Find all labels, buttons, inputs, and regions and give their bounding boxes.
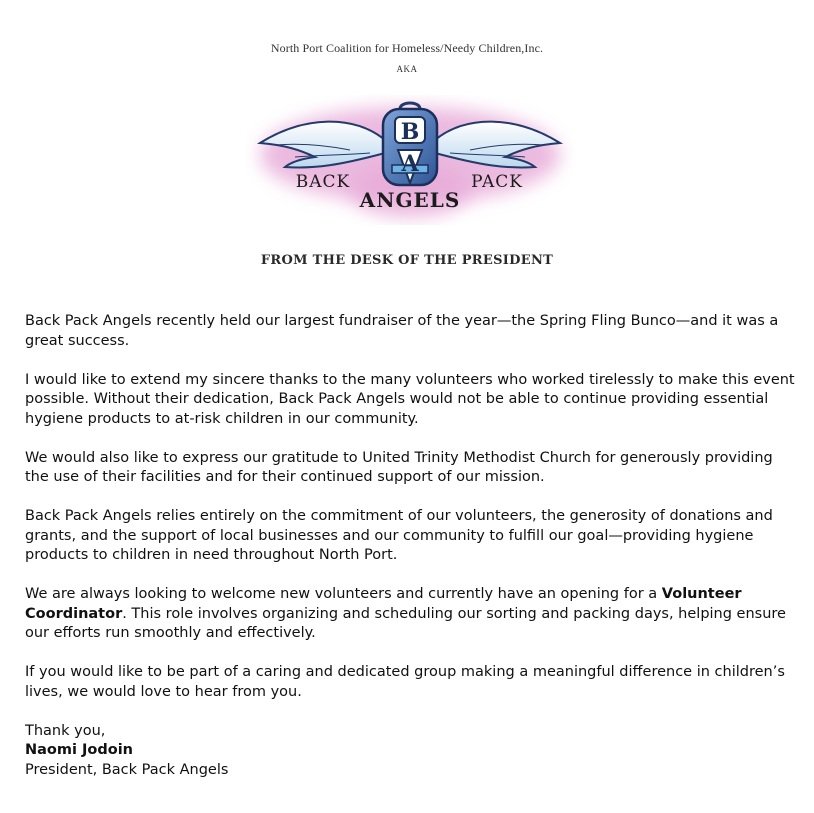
volunteer-opening-details: . This role involves organizing and scheduling our sorting and packing days, helping ensure our efforts run smoothly and effectively. xyxy=(25,605,786,641)
paragraph-volunteer-opening xyxy=(25,585,800,644)
paragraph-thanks-volunteers: I would like to extend my sincere thanks to the many volunteers who worked tirelessly to make this event possible. Without their dedication, Back Pack Angels would not be able to continue providing essential hygiene products to at-risk children in our community. xyxy=(25,371,795,427)
signer-title: President, Back Pack Angels xyxy=(25,761,229,778)
signer-name: Naomi Jodoin xyxy=(25,742,133,758)
closing-line: Thank you, xyxy=(25,722,106,739)
logo-word-pack: PACK xyxy=(471,172,523,192)
letter-closing xyxy=(25,722,800,781)
volunteer-opening-text: We are always looking to welcome new volunteers and currently have an opening for a xyxy=(25,586,662,602)
logo-word-angels: ANGELS xyxy=(359,188,461,212)
back-pack-angels-logo xyxy=(245,95,575,225)
logo-letter-b: B xyxy=(400,119,420,145)
aka-label: AKA xyxy=(396,64,418,74)
desk-heading: FROM THE DESK OF THE PRESIDENT xyxy=(260,253,554,268)
logo-word-back: BACK xyxy=(295,172,351,192)
paragraph-mission: Back Pack Angels relies entirely on the commitment of our volunteers, the generosity of donations and grants, and the support of local businesses and our community to fulfill our goal—providing hygiene products to children in need throughout North Port. xyxy=(25,508,773,563)
organization-name: North Port Coalition for Homeless/Needy Children,Inc. xyxy=(270,41,544,55)
paragraph-invitation: If you would like to be part of a caring and dedicated group making a meaningful difference in children’s lives, we would love to hear from you. xyxy=(25,664,785,700)
paragraph-fundraiser: Back Pack Angels recently held our largest fundraiser of the year—the Spring Fling Bunco—and it was a great success. xyxy=(25,313,779,349)
volunteer-role: Volunteer Coordinator xyxy=(25,586,742,622)
paragraph-church-gratitude: We would also like to express our gratitude to United Trinity Methodist Church for generously providing the use of their facilities and for their continued support of our mission. xyxy=(25,449,773,485)
letter-body xyxy=(25,312,800,780)
logo-letter-a: A xyxy=(401,151,419,177)
